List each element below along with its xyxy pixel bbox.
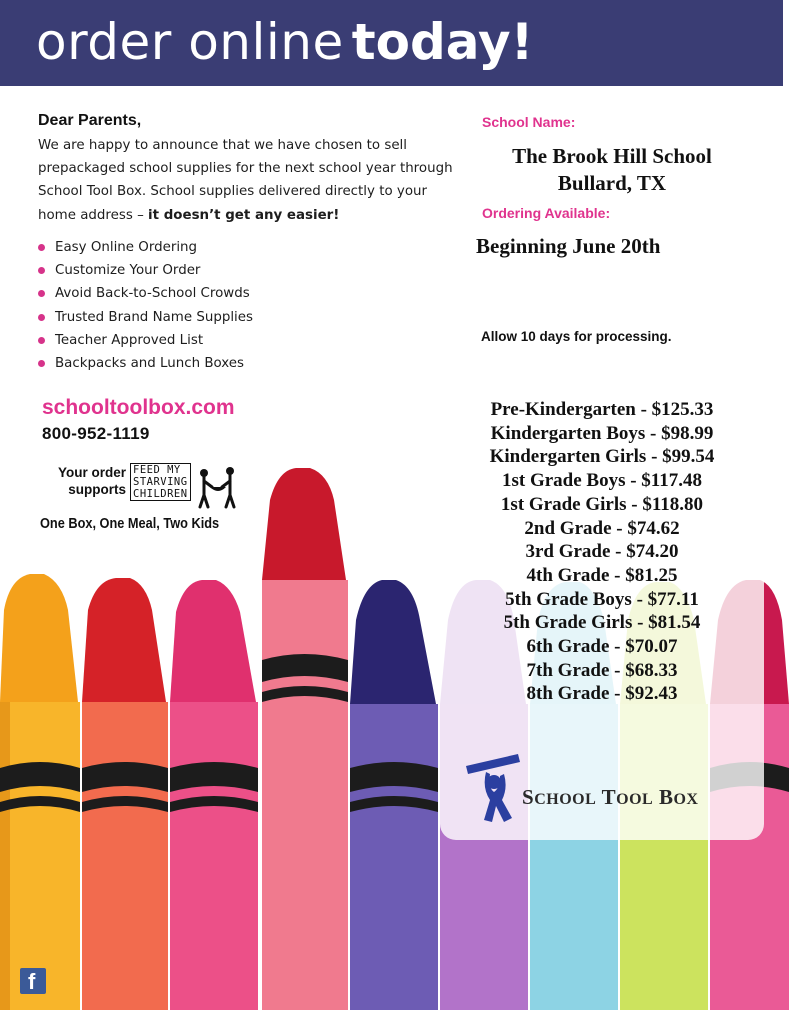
bullet-dot-icon xyxy=(38,314,45,321)
crayon-yellow xyxy=(0,574,80,1020)
crayon-red xyxy=(82,578,168,1020)
list-item xyxy=(38,282,253,305)
list-item-label: Trusted Brand Name Supplies xyxy=(55,309,253,325)
price-item: 5th Grade Boys - $77.11 xyxy=(505,588,699,610)
bullet-dot-icon xyxy=(38,360,45,367)
list-item xyxy=(38,329,253,352)
supports-text xyxy=(46,464,126,498)
supports-line-1: Your order xyxy=(57,465,126,480)
banner-title-light: order online xyxy=(36,13,344,71)
facebook-glyph: f xyxy=(28,969,36,994)
website-link[interactable]: schooltoolbox.com xyxy=(42,396,235,419)
fmsc-wordmark xyxy=(130,463,191,501)
letter-intro-text: We are happy to announce that we have chosen to sell prepackaged school supplies for the next school year through School Tool Box. School supplies delivered directly to your home address – xyxy=(38,138,453,223)
stb-word-ox: OX xyxy=(673,791,699,808)
price-item: Pre-Kindergarten - $125.33 xyxy=(490,399,714,420)
crayon-rose xyxy=(262,468,348,1020)
ordering-date: Beginning June 20th xyxy=(476,234,661,258)
price-item: 1st Grade Girls - $118.80 xyxy=(500,493,704,515)
list-item-label: Avoid Back-to-School Crowds xyxy=(55,286,250,302)
price-item: 3rd Grade - $74.20 xyxy=(525,541,679,563)
fmsc-figures-icon xyxy=(196,465,240,511)
charity-tagline: One Box, One Meal, Two Kids xyxy=(40,516,220,532)
crayon-pink xyxy=(170,580,258,1020)
school-name xyxy=(470,143,754,197)
banner-title xyxy=(36,2,533,82)
list-item-label: Teacher Approved List xyxy=(55,332,204,348)
processing-note: Allow 10 days for processing. xyxy=(481,329,672,344)
stb-letter-t: T xyxy=(601,785,617,809)
stb-letter-b: B xyxy=(658,785,674,809)
stb-word-chool: CHOOL xyxy=(534,791,597,808)
facebook-icon[interactable] xyxy=(20,968,46,994)
price-item: 6th Grade - $70.07 xyxy=(526,636,678,658)
school-city: Bullard, TX xyxy=(557,171,667,195)
bullet-dot-icon xyxy=(38,244,45,251)
letter-intro-emphasis: it doesn’t get any easier! xyxy=(148,207,340,223)
feed-my-starving-children-icon xyxy=(130,463,240,513)
list-item xyxy=(38,259,253,282)
phone-number[interactable]: 800-952-1119 xyxy=(42,424,150,443)
bullet-dot-icon xyxy=(38,290,45,297)
price-item: 5th Grade Girls - $81.54 xyxy=(503,612,701,634)
fmsc-line-3: CHILDREN xyxy=(133,488,188,500)
price-list xyxy=(440,398,764,706)
letter-intro xyxy=(38,134,458,227)
benefits-list xyxy=(38,236,253,375)
bullet-dot-icon xyxy=(38,267,45,274)
ordering-available-label: Ordering Available: xyxy=(482,205,611,221)
header-banner xyxy=(0,0,783,86)
school-tool-box-wordmark xyxy=(522,785,698,810)
school-name-label: School Name: xyxy=(482,114,576,130)
list-item xyxy=(38,306,253,329)
price-item: 2nd Grade - $74.62 xyxy=(524,517,680,539)
list-item-label: Backpacks and Lunch Boxes xyxy=(55,356,245,372)
list-item xyxy=(38,352,253,375)
bullet-dot-icon xyxy=(38,337,45,344)
fmsc-line-1: FEED MY xyxy=(133,464,181,476)
price-item: 1st Grade Boys - $117.48 xyxy=(501,470,703,492)
stb-letter-s: S xyxy=(522,785,535,809)
school-tool-box-logo-icon xyxy=(464,748,524,828)
price-item: Kindergarten Girls - $99.54 xyxy=(489,446,715,468)
price-item: Kindergarten Boys - $98.99 xyxy=(490,422,714,444)
list-item-label: Easy Online Ordering xyxy=(55,240,198,255)
price-item: 8th Grade - $92.43 xyxy=(526,683,678,705)
supports-line-2: supports xyxy=(68,482,126,497)
stb-word-ool: OOL xyxy=(616,791,654,808)
list-item-label: Customize Your Order xyxy=(55,263,201,279)
school-name-value: The Brook Hill School xyxy=(512,144,712,168)
price-item: 4th Grade - $81.25 xyxy=(526,564,678,586)
list-item xyxy=(38,236,253,259)
crayon-purple xyxy=(350,580,438,1020)
letter-greeting: Dear Parents, xyxy=(38,112,142,129)
price-item: 7th Grade - $68.33 xyxy=(526,659,678,681)
fmsc-line-2: STARVING xyxy=(133,476,188,488)
banner-title-bold: today! xyxy=(351,13,534,71)
